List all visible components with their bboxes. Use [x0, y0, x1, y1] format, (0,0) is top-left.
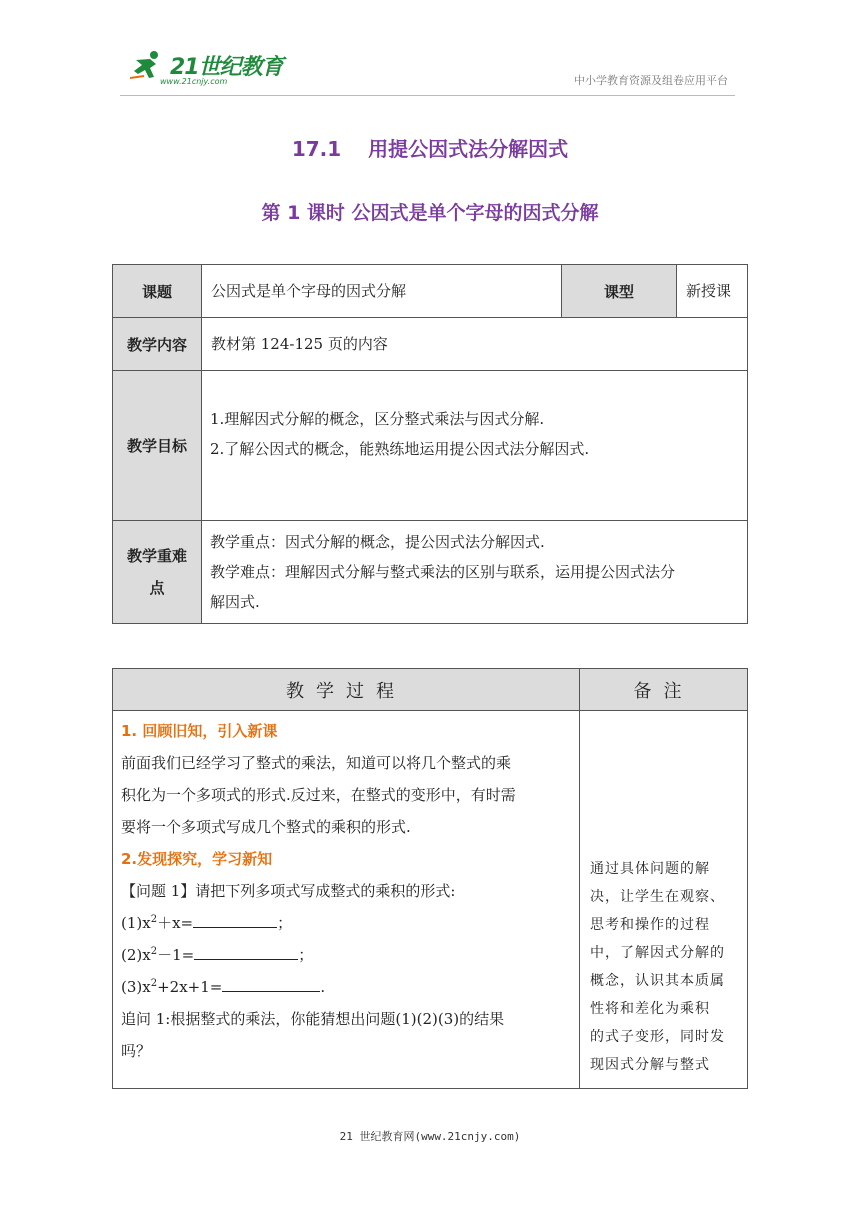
- keypoints-label: [113, 521, 202, 624]
- logo-main: 21世纪教育: [170, 55, 283, 80]
- answer-blank-1[interactable]: [193, 911, 277, 928]
- type-label: 课型: [562, 265, 677, 318]
- answer-blank-2[interactable]: [194, 943, 298, 960]
- process-table: [112, 668, 748, 1089]
- note-line: 决，让学生在观察、: [590, 889, 725, 905]
- notes-header: 备注: [580, 669, 748, 711]
- page-footer: 21 世纪教育网(www.21cnjy.com): [339, 1130, 521, 1143]
- section-1-line-3: 要将一个多项式写成几个整式的乘积的形式.: [121, 818, 411, 836]
- note-line: 通过具体问题的解: [590, 861, 710, 877]
- keypoints-label-line-1: 教学重难: [126, 547, 187, 565]
- expression-3: $(3)x^2+2x+1=$ .: [121, 971, 571, 1003]
- followup-line-2: 吗？: [121, 1042, 152, 1060]
- section-1-title: 1. 回顾旧知，引入新课: [121, 722, 278, 740]
- difficulty-line-1: 教学难点：理解因式分解与整式乘法的区别与联系，运用提公因式法分: [210, 563, 676, 581]
- note-line: 概念，认识其本质属: [590, 973, 725, 989]
- difficulty-line-2: 解因式.: [210, 593, 260, 611]
- content-value: 教材第 124-125 页的内容: [202, 318, 748, 371]
- goal-1: 1.理解因式分解的概念，区分整式乘法与因式分解.: [210, 409, 545, 428]
- lesson-info-table: [112, 264, 748, 624]
- notes-cell: [580, 711, 748, 1089]
- note-line: 现因式分解与整式: [590, 1057, 710, 1073]
- goals-cell: [202, 371, 748, 521]
- expression-1: $(1)x^2+x=$ ；: [121, 907, 571, 939]
- note-line: 思考和操作的过程: [590, 917, 710, 933]
- section-1-line-1: 前面我们已经学习了整式的乘法，知道可以将几个整式的乘: [121, 754, 512, 772]
- note-line: 的式子变形，同时发: [590, 1029, 725, 1045]
- question-1: 【问题 1】请把下列多项式写成整式的乘积的形式:: [121, 882, 456, 900]
- section-1-line-2: 积化为一个多项式的形式.反过来，在整式的变形中，有时需: [121, 786, 516, 804]
- followup-line-1: 追问 1:根据整式的乘法，你能猜想出问题(1)(2)(3)的结果: [121, 1010, 505, 1028]
- keypoints-label-line-2: 点: [149, 579, 165, 597]
- header-divider: [120, 95, 735, 96]
- process-header: 教学过程: [113, 669, 580, 711]
- topic-value: 公因式是单个字母的因式分解: [202, 265, 562, 318]
- page-header: [0, 0, 860, 100]
- type-value: 新授课: [677, 265, 748, 318]
- goals-label: 教学目标: [113, 371, 202, 521]
- logo: [130, 50, 290, 94]
- topic-label: 课题: [113, 265, 202, 318]
- content-label: 教学内容: [113, 318, 202, 371]
- section-title: 17.1 用提公因式法分解因式: [291, 137, 569, 161]
- goal-2: 2.了解公因式的概念，能熟练地运用提公因式法分解因式.: [210, 439, 590, 458]
- answer-blank-3[interactable]: [222, 975, 320, 992]
- runner-icon: [130, 50, 164, 80]
- note-line: 中，了解因式分解的: [590, 945, 725, 961]
- lesson-title: 第 1 课时 公因式是单个字母的因式分解: [261, 202, 599, 224]
- note-line: 性将和差化为乘积: [590, 1001, 710, 1017]
- logo-url: www.21cnjy.com: [160, 77, 228, 86]
- key-point: 教学重点：因式分解的概念，提公因式法分解因式.: [210, 533, 545, 551]
- process-cell: [113, 711, 580, 1089]
- section-2-title: 2.发现探究，学习新知: [121, 850, 273, 868]
- platform-label: 中小学教育资源及组卷应用平台: [574, 74, 728, 87]
- keypoints-cell: [202, 521, 748, 624]
- expression-2: $(2)x^2-1=$ ；: [121, 939, 571, 971]
